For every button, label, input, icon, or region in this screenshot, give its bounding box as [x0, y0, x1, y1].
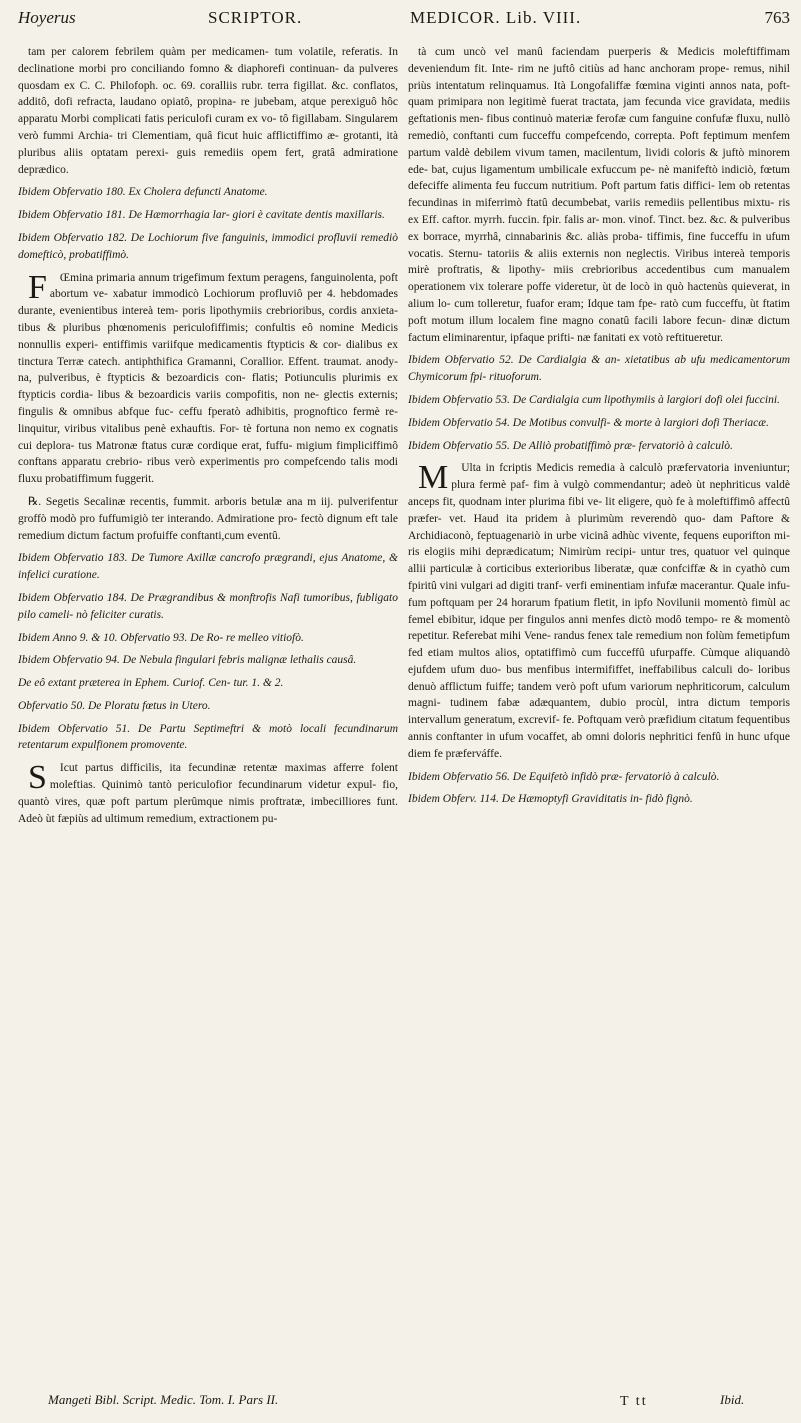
- observation-heading: Ibidem Obfervatio 51. De Partu Septimeftri & motò locali fecundinarum retentarum expulfionem promovente.: [18, 722, 398, 752]
- observation-heading: Ibidem Anno 9. & 10. Obfervatio 93. De Ro- re melleo vitiofò.: [18, 631, 304, 644]
- observation-heading: Ibidem Obfervatio 54. De Motibus convulfi- & morte à largiori dofi Theriacæ.: [408, 416, 769, 429]
- page-number: 763: [764, 8, 790, 27]
- running-head-author: Hoyerus: [18, 8, 76, 27]
- paragraph: tam per calorem febrilem quàm per medicamen- tum volatile, referatis. In declinatione morbi pro conciliando fomno & diaphorefi continuan- da pulveres quosdam ex C. C. Philofoph. oc. 69. coralliis rubr. terra figillat. &c. conflatos, additô, dofi refracta, laudano opiatô, propina- re jubebam, atque perexiguô hôc apparatu Morbi complicati fatis periculofi curam ex vo- tô figillabam. Singularem verò fummi Archia- tri Clementiam, quâ ficut huic afflictiffimo æ- grotanti, ità pluribus aliis optatam perexi- guis remediis opem fert, gratâ admiratione deprædico.: [18, 46, 398, 176]
- observation-heading: Ibidem Obfervatio 56. De Equifetò infidò præ- fervatoriò à calculò.: [408, 770, 720, 783]
- paragraph: ℞. Segetis Secalinæ recentis, fummit. arboris betulæ ana m iij. pulverifentur groffò modò pro fuffumigiò ter interando. Admiratione pro- fectò dignum eft tale remedium dictum factum profuiffe conftanti,cum eventû.: [18, 495, 398, 542]
- catchword: Ibid.: [720, 1392, 745, 1407]
- observation-heading: Ibidem Obfervatio 94. De Nebula fingulari febris malignæ lethalis causâ.: [18, 654, 357, 667]
- observation-heading: Ibidem Obferv. 114. De Hæmoptyfi Graviditatis in- fidò fignò.: [408, 793, 693, 806]
- running-head-section: SCRIPTOR.: [208, 8, 303, 27]
- observation-heading: Ibidem Obfervatio 55. De Alliò probatiffimò præ- fervatoriò à calculò.: [408, 439, 733, 452]
- right-column: [408, 44, 790, 814]
- observation-heading: Ibidem Obfervatio 181. De Hæmorrhagia lar- giori è cavitate dentis maxillaris.: [18, 209, 385, 222]
- running-header-right: [410, 8, 790, 28]
- paragraph: SIcut partus difficilis, ita fecundinæ retentæ maximas afferre folent moleftias. Quinimò tantò periculofior fecundinarum videtur expul- fio, quantò vires, quæ poft partum plerûmque nimis proftratæ, imbecilliores funt. Adeò ùt fæpiùs ad ultimum remedium, extractionem pu-: [18, 759, 398, 825]
- observation-heading: De eô extant præterea in Ephem. Curiof. Cen- tur. 1. & 2.: [18, 677, 284, 690]
- observation-heading: Ibidem Obfervatio 184. De Prægrandibus & monftrofis Nafi tumoribus, fubligato pilo cameli- nò feliciter curatis.: [18, 591, 398, 621]
- observation-heading: Ibidem Obfervatio 182. De Lochiorum five fanguinis, immodici profluvii remediò domefticò, probatiffimò.: [18, 231, 398, 261]
- footer-bibliographic-line: Mangeti Bibl. Script. Medic. Tom. I. Pars II.: [48, 1392, 279, 1407]
- observation-heading: Ibidem Obfervatio 53. De Cardialgia cum lipothymiis à largiori dofi olei fuccini.: [408, 393, 780, 406]
- left-column: [18, 44, 398, 833]
- running-header-left: [18, 8, 400, 28]
- paragraph: FŒmina primaria annum trigefimum fextum peragens, fanguinolenta, poft abortum ve- xabatur immodicò Lochiorum profluviô per 4. hebdomades durante, evenientibus intereà tem- poris lipothymiis crebrioribus, cordis anxieta- tibus & pluribus phœnomenis periculofiffimis; confultis eô nomine Medicis nonnullis experi- entiffimis variifque medicamentis ftypticis & cor- dialibus ex tinctura Terræ catech. antiphthifica Gramanni, Corallior. Effent. traumat. anody- na, pulveribus, è ftypticis & bezoardicis con- flatis; Potiunculis plurimis ex ftypticis cordia- libus & bezoardicis variis compofitis, non ne- glectis externis; fingulis & omnibus abfque fuc- ceffu fperatò adhibitis, prognoftico fermè re- linquitur, viribus vitalibus penè exhauftis. For- tè fortuna non nemo ex cognatis cui deplora- tus Matronæ ftatus curæ cordique erat, fuffu- migium fimpliciffimô conftans apparatu crebrio- ribus verò experimentis pro compefcendo talis modi fluxu probatiffimum fuggerit.: [18, 268, 398, 486]
- paragraph: tà cum uncò vel manû faciendam puerperis & Medicis moleftiffimam deveniendum fit. Inte- rim ne juftô citiùs ad hanc anchoram prope- remus, nihil priùs intentatum relinquamus. Ità Longofaliffæ fœmina viginti annos nata, poft- quam primipara non legitimè fuerat tractata, jam fecunda vice gravidata, mediis geftationis men- fibus continuò materiæ ferofæ cum fanguine confufæ fluxu, nullò remediò, conftanti cum fucceffu compefcendo, correpta. Poft feptimum menfem partum valdè debilem vivum tamen, macilentum, lividi coloris & juftò minorem ede- bat, cujus ligamentum umbilicale exfuccum pe- nè manifeftò indiciò, fœtum defeciffe alimenta feu fuccum nutritium. Poft partum fatis diffici- lem ob retentas fecundinas in miferrimò ftatû decumbebat, variis remediis pellentibus mixtu- ris ex Eff. caftor. myrrh. fuccin. fpir. falis ar- mon. vinof. Tinct. bez. &c. & pulveribus ex borrace, myrrhâ, cinnabarinis &c. aliàs proba- tiffimis, fine fucceffu in ufum vocatis. Sternu- tatoriis & aliis externis non neglectis. Viribus intereà temporis mirè proftratis, & lipothy- miis crebrioribus accedentibus cum manualem operationem vix tolerare poffe videretur, ùt de locò in quò hactenùs quieverat, in alium lo- cum tolleretur, fuafor eram; Idque tam fpe- ratò cum fucceffu, ùt ftatim poft motum illum localem fine magno conatû facili labore fecun- dinæ dictum factum eliminarentur, ipfaque prifti- næ fanitati ex votò reftitueretur.: [408, 46, 790, 344]
- paragraph: MUlta in fcriptis Medicis remedia à calculò præfervatoria inveniuntur; plura fermè paf- fim à vulgò commendantur; adeò ùt nephriticus valdè anceps fit, quodnam inter plurima fibi ve- lit eligere, quò fe à moleftiffimô affectû præfer- vet. Haud ita pridem à plurimùm reverendò quo- dam Paftore & Archidiaconò, feptuagenariò in urbe vicinâ adhùc vivente, fequens euporifton mi- ris elogiis mihi deprædicatum; Nimirùm recipi- untur tres, quatuor vel quinque allii particulæ à corticibus exterioribus liberatæ, quæ confciffæ & in cyathò cum fpiritû vini vulgari ad digiti tranf- verfi eminentiam infufæ macerantur. Quale infu- fum poftquam per 24 horarum fpatium fletit, in ipfo Novilunii momentò fimùl ac femel ebibitur, idque per fingulos anni menfes dictò modô tempo- re & momentò repetitur. Referebat mihi Vene- randus fenex tale remedium non folùm femetipfum fed etiam multos alios, optatiffimò cum fucceffû ufurpaffe. Cùmque aliquandò ejufdem ufum duo- bus menfibus intermififfet, ineffabilibus calculi do- loribus denuò afflictum fuiffe; tandem verò poft ufum variorum nephriticorum, calculum magni- tudinem fabæ adæquantem, dubio procùl, intra dictum temporis intervallum generatum, excrevif- fe. Poftquam verò præfidium citatum fequentibus annis conftanter in ufum vocaffet, ab omni doloris nephritici fenfû in hunc ufque diem fe præferváffe.: [408, 459, 790, 760]
- observation-heading: Ibidem Obfervatio 180. Ex Cholera defuncti Anatome.: [18, 186, 268, 199]
- observation-heading: Obfervatio 50. De Ploratu fœtus in Utero.: [18, 699, 211, 712]
- signature-mark: T tt: [620, 1394, 648, 1409]
- running-head-book: MEDICOR. Lib. VIII.: [410, 8, 582, 27]
- observation-heading: Ibidem Obfervatio 52. De Cardialgia & an- xietatibus ab ufu medicamentorum Chymicorum fpi- rituoforum.: [408, 354, 790, 384]
- observation-heading: Ibidem Obfervatio 183. De Tumore Axillæ cancrofo prægrandi, ejus Anatome, & infelici curatione.: [18, 552, 398, 582]
